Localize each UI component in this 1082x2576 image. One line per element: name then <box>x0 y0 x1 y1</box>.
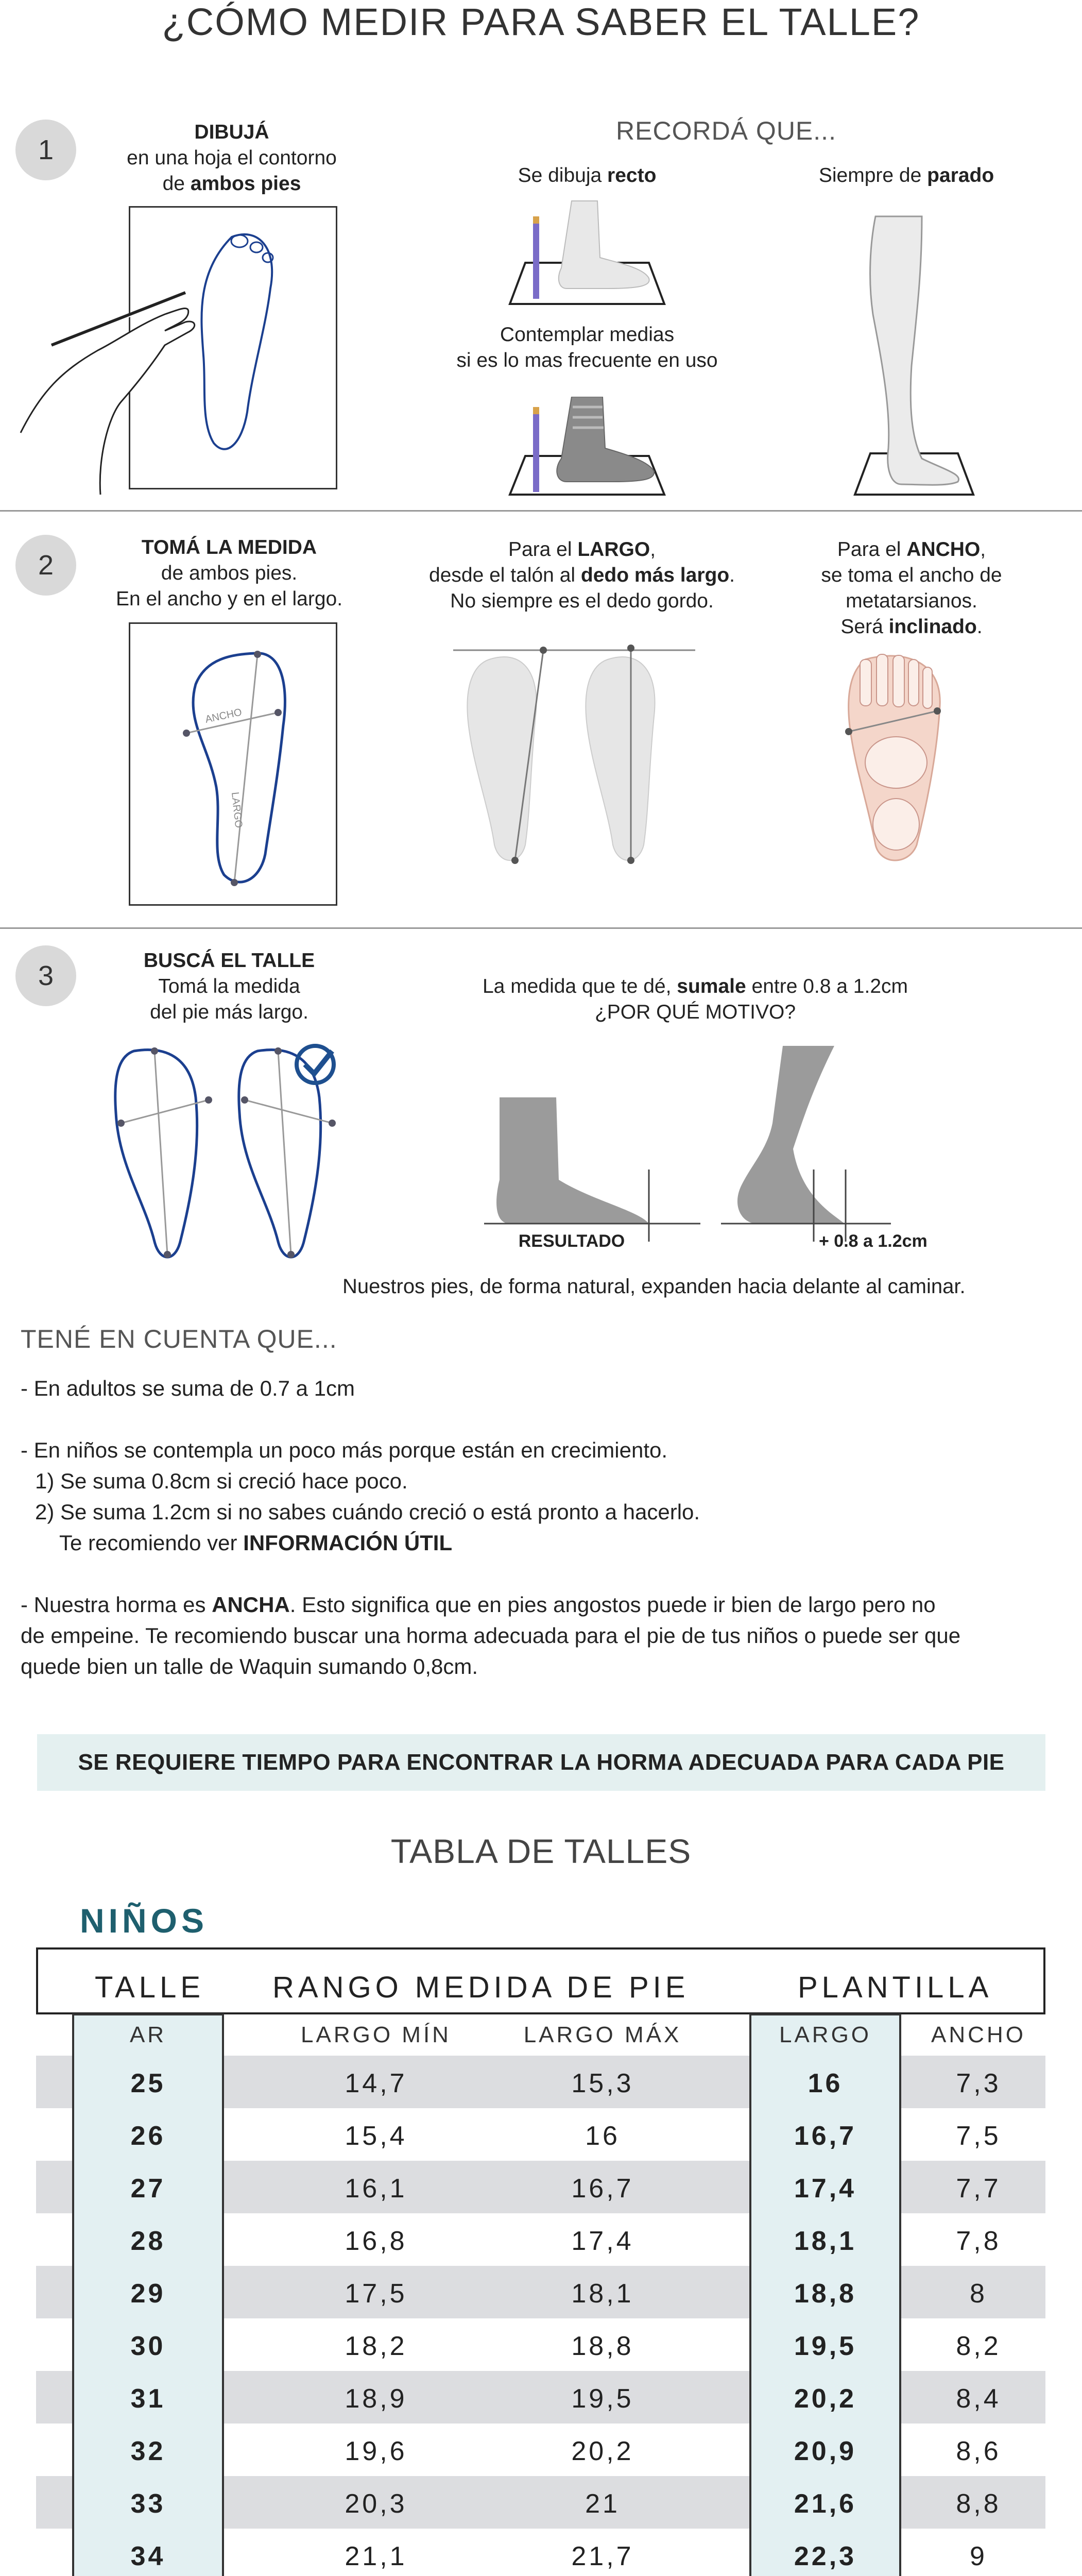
step1-instructions <box>93 120 371 197</box>
ancho2: se toma el ancho de <box>821 564 1002 586</box>
step2-heading: TOMÁ LA MEDIDA <box>141 536 317 558</box>
subheader-ar: AR <box>129 2022 167 2047</box>
header-plantilla: PLANTILLA <box>798 1971 993 2004</box>
step2-instructions <box>82 535 376 612</box>
table-cell-max: 16,7 <box>571 2174 634 2204</box>
sumale-bold: sumale <box>677 975 746 997</box>
divider-2 <box>0 927 1082 929</box>
subheader-plantilla-ancho: ANCHO <box>931 2022 1026 2047</box>
table-header <box>36 1947 1045 2014</box>
ancho1-post: , <box>980 538 986 561</box>
ancho4-bold: inclinado <box>888 616 977 638</box>
subheader-largo-max: LARGO MÁX <box>523 2022 682 2047</box>
header-talle: TALLE <box>95 1971 205 2004</box>
table-cell-min: 20,3 <box>345 2489 407 2519</box>
step2-line3: En el ancho y en el largo. <box>115 588 343 610</box>
recto-bold: recto <box>607 164 657 187</box>
largo2-pre: desde el talón al <box>429 564 581 586</box>
standing-leg-illustration <box>845 211 978 500</box>
medias-caption <box>433 322 742 374</box>
table-cell-ancho: 9 <box>970 2541 987 2571</box>
table-cell-talle: 27 <box>130 2174 166 2204</box>
table-cell-largo: 18,8 <box>794 2279 857 2309</box>
horma1-bold: ANCHA <box>212 1592 290 1617</box>
largo1-post: , <box>650 538 656 561</box>
two-feet-length-illustration <box>453 639 695 871</box>
table-cell-max: 21 <box>585 2489 620 2519</box>
table-cell-ancho: 8,4 <box>956 2384 1001 2414</box>
horma1-pre: - Nuestra horma es <box>21 1592 212 1617</box>
table-cell-largo: 17,4 <box>794 2174 857 2204</box>
parado-caption <box>772 163 1040 189</box>
table-cell-min: 16,1 <box>345 2174 407 2204</box>
step3-instructions <box>93 948 366 1025</box>
informacion-util-link[interactable]: INFORMACIÓN ÚTIL <box>243 1531 453 1555</box>
ancho1-pre: Para el <box>837 538 907 561</box>
ninos-heading: NIÑOS <box>80 1902 209 1940</box>
table-cell-min: 21,1 <box>345 2541 407 2571</box>
table-cell-largo: 19,5 <box>794 2331 857 2361</box>
table-cell-talle: 33 <box>130 2489 166 2519</box>
ancho1-bold: ANCHO <box>906 538 981 561</box>
table-cell-talle: 28 <box>130 2226 166 2256</box>
table-cell-max: 19,5 <box>571 2384 634 2414</box>
recorda-heading: RECORDÁ QUE... <box>616 116 836 145</box>
expanden-caption: Nuestros pies, de forma natural, expanden hacia delante al caminar. <box>342 1275 966 1298</box>
table-cell-ancho: 8,8 <box>956 2489 1001 2519</box>
table-cell-largo: 16 <box>808 2069 843 2098</box>
table-cell-largo: 18,1 <box>794 2226 857 2256</box>
ancho3: metatarsianos. <box>846 590 977 612</box>
table-cell-largo: 16,7 <box>794 2121 857 2151</box>
largo-label: LARGO <box>229 791 245 829</box>
table-cell-largo: 21,6 <box>794 2489 857 2519</box>
table-cell-talle: 30 <box>130 2331 166 2361</box>
table-cell-ancho: 7,8 <box>956 2226 1001 2256</box>
table-cell-talle: 25 <box>130 2069 166 2098</box>
step3-line2: Tomá la medida <box>158 975 300 997</box>
motivo: ¿POR QUÉ MOTIVO? <box>594 1001 796 1023</box>
recto-pre: Se dibuja <box>518 164 608 187</box>
subheader-largo-min: LARGO MÍN <box>301 2022 451 2047</box>
table-cell-ancho: 8,2 <box>956 2331 1001 2361</box>
step3-line3: del pie más largo. <box>150 1001 308 1023</box>
table-cell-largo: 22,3 <box>794 2541 857 2571</box>
table-cell-max: 17,4 <box>571 2226 634 2256</box>
largo1-pre: Para el <box>508 538 578 561</box>
divider-1 <box>0 510 1082 512</box>
step-number-3: 3 <box>15 945 76 1006</box>
recto-caption <box>453 163 721 189</box>
note-adultos: - En adultos se suma de 0.7 a 1cm <box>21 1376 355 1400</box>
note-n1: 1) Se suma 0.8cm si creció hace poco. <box>35 1469 408 1493</box>
table-cell-ancho: 7,5 <box>956 2121 1001 2151</box>
foot-resting-illustration <box>479 1046 706 1252</box>
two-feet-compare-illustration <box>103 1036 350 1273</box>
medias-line2: si es lo mas frecuente en uso <box>456 349 718 371</box>
parado-bold: parado <box>927 164 994 187</box>
hand-drawing-foot-illustration <box>10 216 350 505</box>
table-cell-min: 16,8 <box>345 2226 407 2256</box>
table-cell-min: 18,2 <box>345 2331 407 2361</box>
notes-body <box>21 1373 1076 1682</box>
largo-explanation <box>402 537 762 614</box>
table-cell-ancho: 8,6 <box>956 2436 1001 2466</box>
table-cell-talle: 32 <box>130 2436 166 2466</box>
table-cell-max: 18,8 <box>571 2331 634 2361</box>
foot-bones-illustration <box>839 649 948 871</box>
sumale-post: entre 0.8 a 1.2cm <box>746 975 908 997</box>
foot-walking-illustration <box>711 1046 958 1252</box>
table-title: TABLA DE TALLES <box>390 1832 692 1870</box>
table-cell-talle: 26 <box>130 2121 166 2151</box>
foot-straight-illustration <box>494 196 680 309</box>
ancho-explanation <box>767 537 1056 640</box>
plus-label: + 0.8 a 1.2cm <box>819 1231 928 1251</box>
largo2-bold: dedo más largo <box>580 564 730 586</box>
table-cell-max: 16 <box>585 2121 620 2151</box>
step1-line3-pre: de <box>162 173 191 195</box>
table-cell-max: 20,2 <box>571 2436 634 2466</box>
foot-outline-measure-illustration <box>129 622 337 906</box>
parado-pre: Siempre de <box>818 164 928 187</box>
ancho4-post: . <box>976 616 983 638</box>
page-title: ¿CÓMO MEDIR PARA SABER EL TALLE? <box>162 1 920 43</box>
largo2-post: . <box>729 564 735 586</box>
table-cell-largo: 20,2 <box>794 2384 857 2414</box>
step1-heading: DIBUJÁ <box>194 121 269 143</box>
step3-heading: BUSCÁ EL TALLE <box>143 950 315 972</box>
table-cell-min: 17,5 <box>345 2279 407 2309</box>
table-cell-max: 18,1 <box>571 2279 634 2309</box>
largo3: No siempre es el dedo gordo. <box>450 590 714 612</box>
step1-line3-bold: ambos pies <box>190 173 301 195</box>
subheader-plantilla-largo: LARGO <box>779 2022 872 2047</box>
ancho4-pre: Será <box>840 616 889 638</box>
table-cell-min: 19,6 <box>345 2436 407 2466</box>
table-cell-ancho: 7,3 <box>956 2069 1001 2098</box>
foot-sock-illustration <box>494 397 680 500</box>
ancho-label: ANCHO <box>204 706 243 725</box>
horma3: quede bien un talle de Waquin sumando 0,8cm. <box>21 1654 478 1679</box>
horma1-post: . Esto significa que en pies angostos puede ir bien de largo pero no <box>289 1592 936 1617</box>
table-cell-talle: 34 <box>130 2541 166 2571</box>
table-cell-min: 14,7 <box>345 2069 407 2098</box>
notes-heading: TENÉ EN CUENTA QUE... <box>21 1325 337 1353</box>
table-cell-min: 15,4 <box>345 2121 407 2151</box>
note-ninos: - En niños se contempla un poco más porque están en crecimiento. <box>21 1438 668 1462</box>
step1-line2: en una hoja el contorno <box>127 147 337 169</box>
horma-banner: SE REQUIERE TIEMPO PARA ENCONTRAR LA HORMA ADECUADA PARA CADA PIE <box>37 1734 1045 1791</box>
table-cell-max: 15,3 <box>571 2069 634 2098</box>
table-cell-ancho: 7,7 <box>956 2174 1001 2204</box>
note-n2: 2) Se suma 1.2cm si no sabes cuándo creció o está pronto a hacerlo. <box>35 1500 700 1524</box>
sumale-pre: La medida que te dé, <box>482 975 677 997</box>
note-n3-pre: Te recomiendo ver <box>59 1531 244 1555</box>
header-rango: RANGO MEDIDA DE PIE <box>272 1971 690 2004</box>
table-cell-largo: 20,9 <box>794 2436 857 2466</box>
table-cell-talle: 31 <box>130 2384 166 2414</box>
resultado-label: RESULTADO <box>518 1231 625 1251</box>
largo1-bold: LARGO <box>577 538 650 561</box>
horma2: de empeine. Te recomiendo buscar una horma adecuada para el pie de tus niños o puede ser que <box>21 1623 961 1648</box>
table-cell-max: 21,7 <box>571 2541 634 2571</box>
table-cell-ancho: 8 <box>970 2279 987 2309</box>
sumale-caption <box>433 974 958 1025</box>
step-number-1: 1 <box>15 120 76 180</box>
table-cell-min: 18,9 <box>345 2384 407 2414</box>
table-cell-talle: 29 <box>130 2279 166 2309</box>
medias-line1: Contemplar medias <box>500 324 675 346</box>
step-number-2: 2 <box>15 535 76 596</box>
step2-line2: de ambos pies. <box>161 562 298 584</box>
